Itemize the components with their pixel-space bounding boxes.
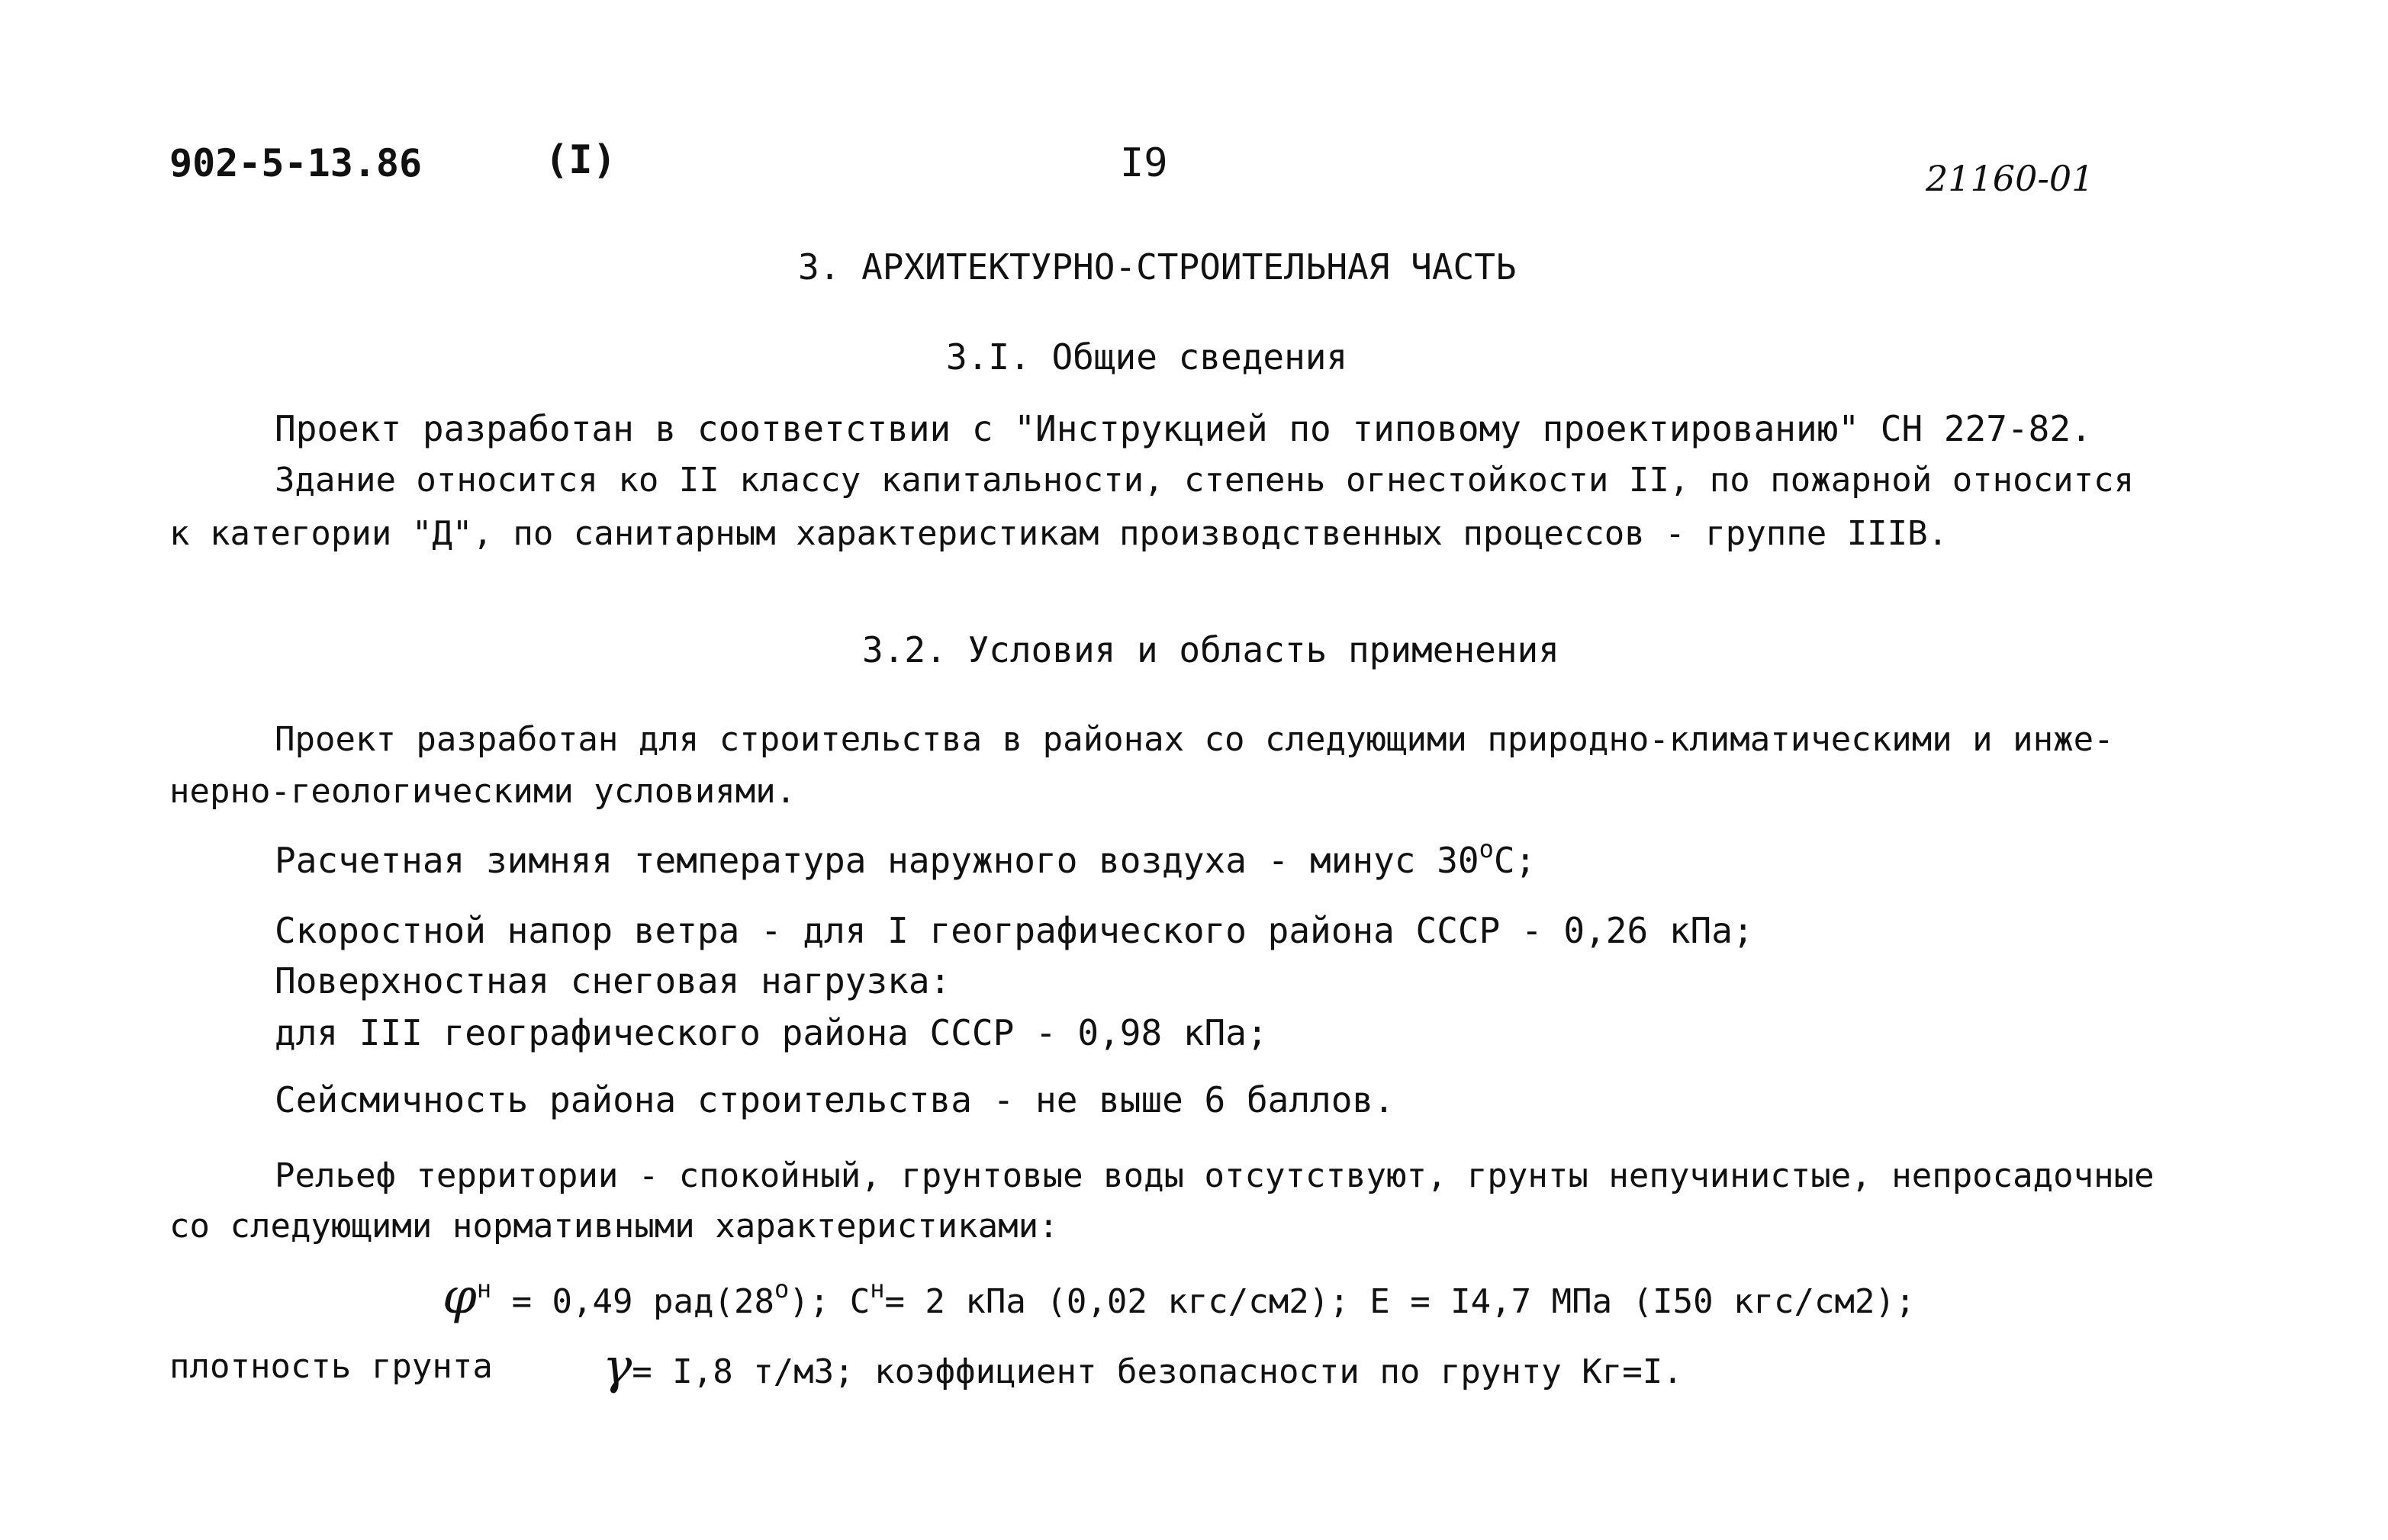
- degree-sign: о: [1479, 834, 1494, 863]
- paragraph-conditions-line1: Проект разработан для строительства в районах со следующими природно-климатическими и инже-: [275, 720, 2114, 759]
- winter-temperature: [275, 834, 1537, 883]
- subsection-title-conditions: 3.2. Условия и область применения: [862, 629, 1559, 670]
- part-number: (I): [545, 137, 616, 183]
- c-superscript: н: [870, 1275, 885, 1304]
- phi-symbol: φ: [443, 1268, 477, 1325]
- page-number: I9: [1120, 140, 1168, 186]
- density-text: = I,8 т/м3; коэффициент безопасности по грунту Кг=I.: [632, 1352, 1683, 1391]
- gamma-symbol: γ: [603, 1339, 632, 1395]
- paragraph-conditions-line2: нерно-геологическими условиями.: [169, 772, 797, 811]
- phi-superscript: н: [476, 1275, 492, 1304]
- relief-line1: Рельеф территории - спокойный, грунтовые воды отсутствуют, грунты непучинистые, непросадочные: [275, 1156, 2155, 1195]
- winter-temperature-unit: С;: [1493, 840, 1537, 881]
- inventory-number: 21160-01: [1926, 158, 2094, 199]
- soil-formula: [443, 1268, 1916, 1325]
- formula-part-1: = 0,49 рад(28: [491, 1282, 774, 1321]
- snow-load-value: для III географического района СССР - 0,98 кПа;: [275, 1012, 1268, 1053]
- doc-code: 902-5-13.86: [169, 141, 423, 185]
- formula-part-2: ); С: [789, 1282, 871, 1321]
- wind-pressure: Скоростной напор ветра - для I географического района СССР - 0,26 кПа;: [275, 910, 1754, 951]
- paragraph-project-basis: Проект разработан в соответствии с "Инструкцией по типовому проектированию" СН 227-82.: [275, 408, 2092, 449]
- soil-density-value: [603, 1339, 1683, 1395]
- soil-density-label: плотность грунта: [169, 1347, 493, 1386]
- relief-line2: со следующими нормативными характеристиками:: [169, 1207, 1059, 1246]
- seismicity: Сейсмичность района строительства - не выше 6 баллов.: [275, 1079, 1395, 1120]
- paragraph-building-class-line1: Здание относится ко II классу капитальности, степень огнестойкости II, по пожарной относится: [275, 461, 2135, 500]
- angle-degree: о: [774, 1275, 790, 1304]
- formula-part-3: = 2 кПа (0,02 кгс/см2); Е = I4,7 МПа (I50 кгс/см2);: [884, 1282, 1916, 1321]
- subsection-title-general: 3.I. Общие сведения: [946, 336, 1348, 378]
- winter-temperature-text: Расчетная зимняя температура наружного воздуха - минус 30: [275, 840, 1479, 881]
- section-title: 3. АРХИТЕКТУРНО-СТРОИТЕЛЬНАЯ ЧАСТЬ: [798, 246, 1517, 288]
- snow-load-label: Поверхностная снеговая нагрузка:: [275, 960, 951, 1001]
- paragraph-building-class-line2: к категории "Д", по санитарным характеристикам производственных процессов - группе IIIВ.: [169, 514, 1949, 553]
